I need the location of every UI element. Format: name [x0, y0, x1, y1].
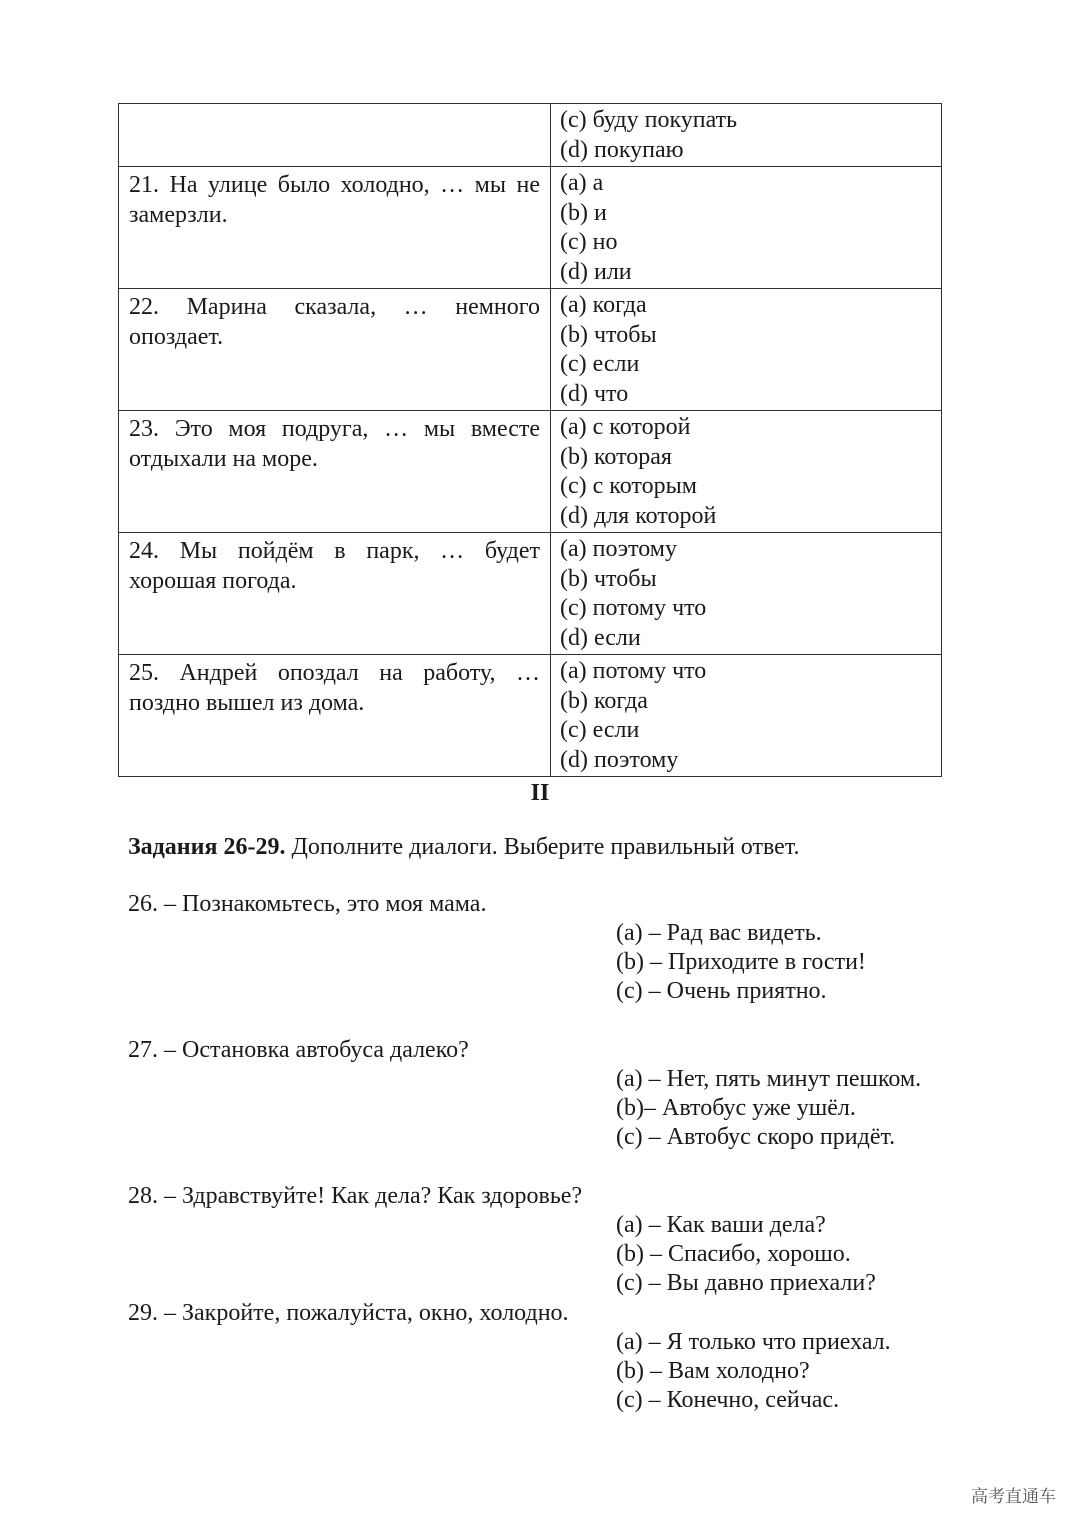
option-d: (d) для которой: [560, 502, 717, 529]
section-title: II: [530, 780, 550, 806]
dialogue-27: [128, 1036, 968, 1153]
dialogue-28: [128, 1182, 968, 1299]
option-b: (b) чтобы: [560, 565, 657, 592]
answer-a: (a) – Как ваши дела?: [616, 1212, 826, 1238]
option-a: (a) с которой: [560, 414, 691, 440]
answer-list: [616, 919, 968, 1007]
answer-list: [616, 1328, 968, 1416]
answer-b: (b)– Автобус уже ушёл.: [616, 1095, 856, 1122]
options-cell: [551, 655, 942, 777]
answer-c: (c) – Очень приятно.: [616, 978, 827, 1005]
watermark: 高考直通车: [971, 1487, 1056, 1507]
option-a: (a) потому что: [560, 658, 707, 684]
table-row-24: [119, 533, 942, 655]
dialogue-prompt: 27. – Остановка автобуса далеко?: [128, 1037, 469, 1063]
answer-a: (a) – Рад вас видеть.: [616, 920, 822, 946]
question-cell-empty: [119, 104, 551, 167]
table-row-22: [119, 289, 942, 411]
option-d: (d) если: [560, 624, 641, 651]
option-a: (a) поэтому: [560, 536, 677, 562]
table-row-continuation: [119, 104, 942, 167]
options-cell: [551, 104, 942, 167]
answer-a: (a) – Я только что приехал.: [616, 1329, 891, 1355]
question-25: 25. Андрей опоздал на работу, … поздно вышел из дома.: [119, 655, 551, 777]
options-cell: [551, 533, 942, 655]
question-21: 21. На улице было холодно, … мы не замерзли.: [119, 167, 551, 289]
dialogue-prompt: 26. – Познакомьтесь, это моя мама.: [128, 891, 487, 917]
option-c: (c) с которым: [560, 473, 697, 499]
option-d: (d) поэтому: [560, 746, 679, 773]
task-number: Задания 26-29.: [128, 834, 286, 860]
option-c: (c) потому что: [560, 595, 707, 621]
option-d: (d) что: [560, 380, 629, 407]
option-a: (a) когда: [560, 292, 647, 318]
option-b: (b) которая: [560, 443, 672, 470]
dialogue-prompt: 28. – Здравствуйте! Как дела? Как здоровье?: [128, 1183, 583, 1209]
task-instruction: [128, 832, 800, 862]
answer-c: (c) – Автобус скоро придёт.: [616, 1124, 896, 1151]
answer-b: (b) – Вам холодно?: [616, 1358, 810, 1385]
option-c: (c) буду покупать: [560, 107, 738, 133]
dialogue-prompt: 29. – Закройте, пожалуйста, окно, холодно.: [128, 1300, 569, 1326]
dialogue-29: [128, 1299, 968, 1416]
answer-c: (c) – Конечно, сейчас.: [616, 1387, 840, 1414]
option-d: (d) или: [560, 258, 632, 285]
options-cell: [551, 289, 942, 411]
option-c: (c) если: [560, 351, 640, 377]
option-c: (c) если: [560, 717, 640, 743]
option-d: (d) покупаю: [560, 136, 684, 163]
question-22: 22. Марина сказала, … немного опоздает.: [119, 289, 551, 411]
table-row-25: [119, 655, 942, 777]
option-b: (b) когда: [560, 687, 648, 714]
options-cell: [551, 411, 942, 533]
options-cell: [551, 167, 942, 289]
answer-c: (c) – Вы давно приехали?: [616, 1270, 876, 1297]
option-a: (a) а: [560, 170, 604, 196]
table-row-21: [119, 167, 942, 289]
answer-b: (b) – Спасибо, хорошо.: [616, 1241, 851, 1268]
answer-list: [616, 1211, 968, 1299]
answer-b: (b) – Приходите в гости!: [616, 949, 866, 976]
option-b: (b) и: [560, 199, 607, 226]
answer-a: (a) – Нет, пять минут пешком.: [616, 1066, 922, 1092]
dialogue-26: [128, 890, 968, 1007]
tests-table: [118, 103, 942, 777]
option-b: (b) чтобы: [560, 321, 657, 348]
task-text: Дополните диалоги. Выберите правильный ответ.: [285, 834, 800, 860]
question-23: 23. Это моя подруга, … мы вместе отдыхали на море.: [119, 411, 551, 533]
table-row-23: [119, 411, 942, 533]
answer-list: [616, 1065, 968, 1153]
question-24: 24. Мы пойдём в парк, … будет хорошая погода.: [119, 533, 551, 655]
option-c: (c) но: [560, 229, 618, 255]
